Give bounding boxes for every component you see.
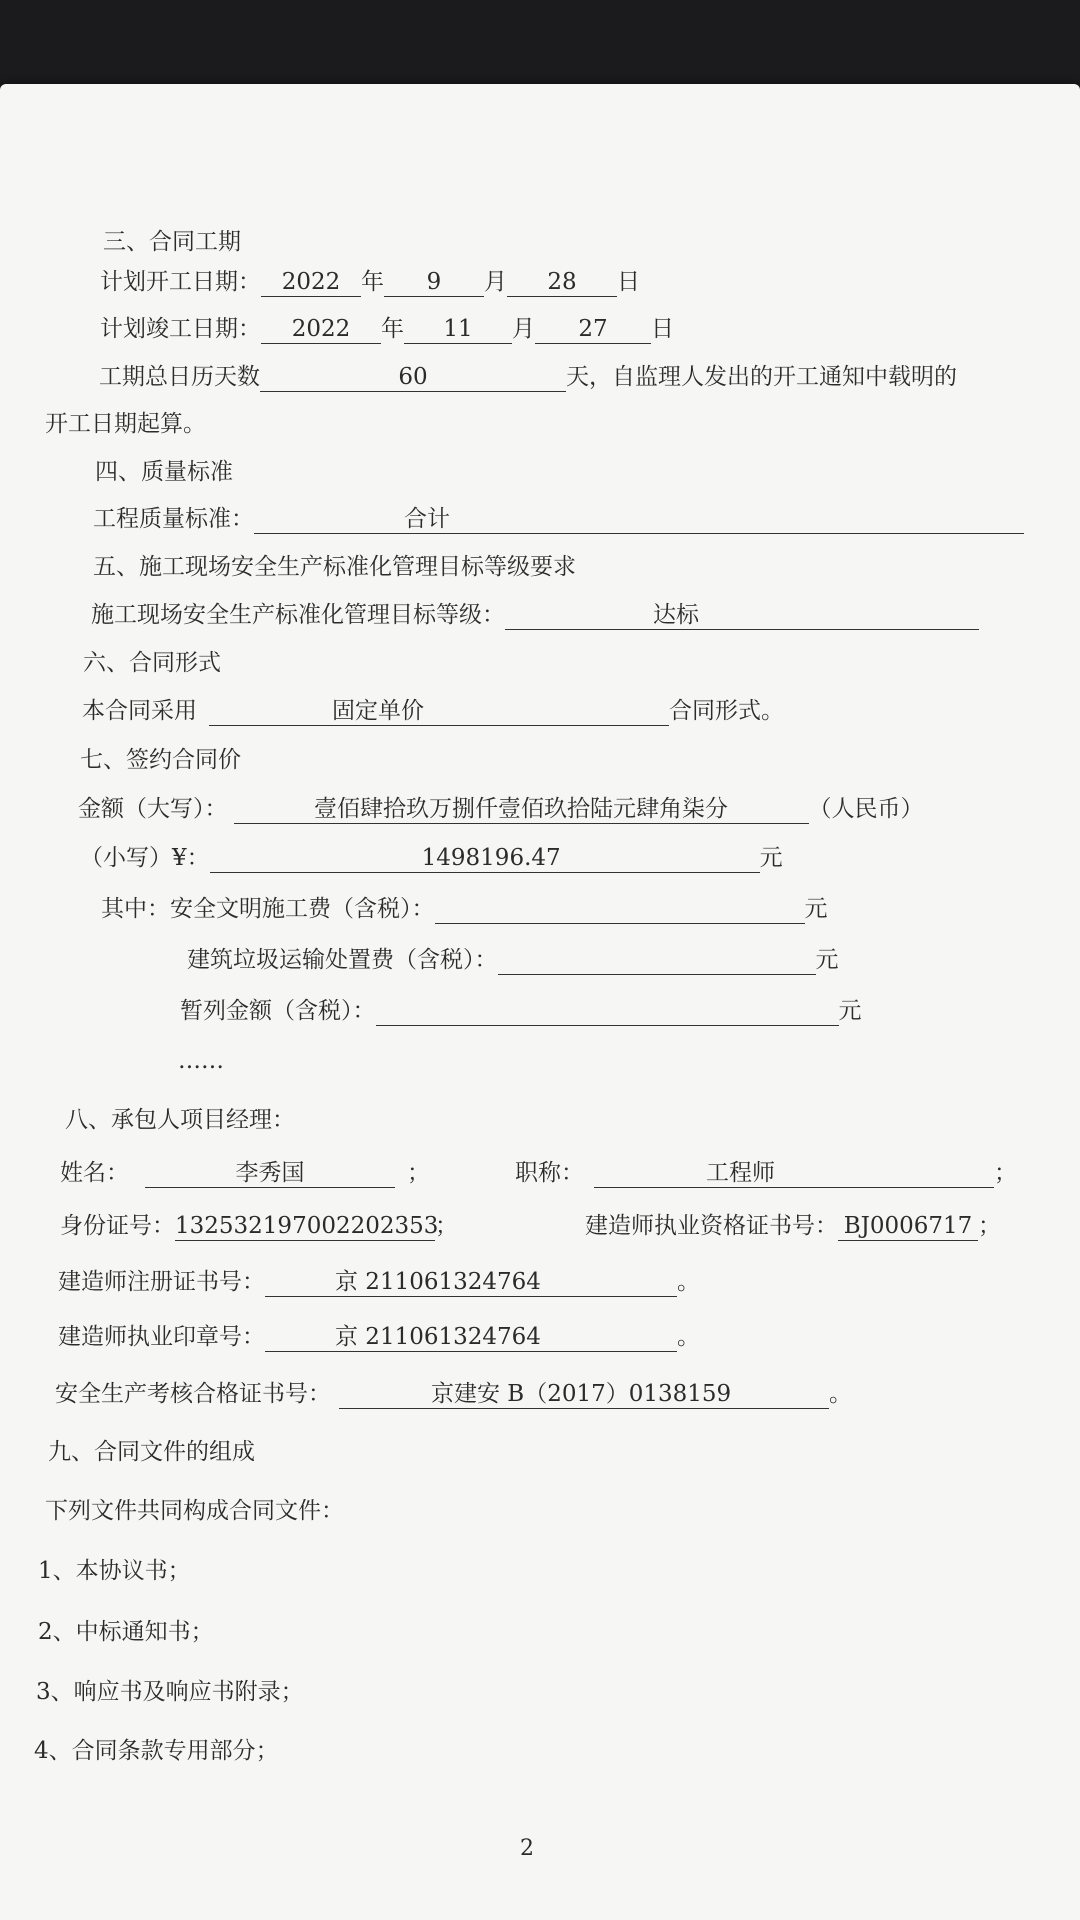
document-item: 1、本协议书； [38,1558,191,1584]
provisional-sum-row [180,996,862,1026]
amount-in-words-value: 壹佰肆拾玖万捌仟壹佰玖拾陆元肆角柒分 [234,795,809,824]
manager-id-value: 132532197002202353 [175,1213,439,1239]
safety-fee-row [101,894,828,924]
section-8-heading: 八、承包人项目经理： [65,1107,295,1133]
safety-fee-label: 其中：安全文明施工费（含税）： [101,896,435,922]
start-year: 2022 [261,268,361,297]
total-days-value: 60 [260,363,566,392]
manager-name-row [60,1158,430,1188]
waste-fee-value [498,946,816,975]
document-item: 3、响应书及响应书附录； [36,1679,304,1705]
amount-in-figures-label: （小写）¥： [80,845,210,871]
safety-level-label: 施工现场安全生产标准化管理目标等级： [91,602,505,628]
page-number: 2 [520,1836,534,1861]
safety-fee-value [435,895,805,924]
section-4-heading: 四、质量标准 [95,459,233,485]
qualification-cert-row [585,1211,1001,1241]
total-days-label: 工期总日历天数 [99,364,260,390]
end-day: 27 [535,315,651,344]
yuan-unit: 元 [759,845,783,871]
manager-title-value: 工程师 [594,1159,994,1188]
yuan-unit: 元 [838,998,862,1024]
document-item: 4、合同条款专用部分； [34,1738,279,1764]
manager-title-label: 职称： [515,1160,584,1186]
registration-cert-label: 建造师注册证书号： [58,1269,265,1295]
manager-title-row [515,1158,1017,1188]
seal-number-row [58,1322,700,1352]
manager-id-row [60,1211,458,1241]
safety-cert-row [55,1379,852,1409]
day-unit: 日 [651,316,674,342]
manager-name-value: 李秀国 [145,1159,395,1188]
amount-in-words-label: 金额（大写）： [78,796,228,822]
planned-end-label: 计划竣工日期： [100,316,261,342]
documents-intro: 下列文件共同构成合同文件： [45,1498,344,1524]
contract-form-value: 固定单价 [209,697,669,726]
ellipsis: …… [178,1048,224,1074]
end-year: 2022 [261,315,381,344]
yuan-unit: 元 [815,947,839,973]
section-3-heading: 三、合同工期 [103,229,241,255]
period: 。 [829,1381,852,1407]
quality-standard-value: 合计 [254,505,1024,534]
safety-cert-value: 京建安 B（2017）0138159 [339,1380,829,1409]
contract-form-label: 本合同采用 [82,698,197,724]
seal-number-value: 京 211061324764 [265,1323,677,1352]
total-days-continuation: 开工日期起算。 [45,411,206,437]
semicolon: ； [407,1160,430,1186]
semicolon: ； [978,1213,1001,1239]
provisional-sum-value [376,997,839,1026]
semicolon: ； [435,1213,458,1239]
planned-start-date-row [100,267,640,297]
start-day: 28 [507,268,617,297]
document-item: 2、中标通知书； [38,1619,214,1645]
day-unit: 日 [617,269,640,295]
qualification-cert-value: BJ0006717 [838,1212,978,1241]
start-month: 9 [384,268,484,297]
section-5-heading: 五、施工现场安全生产标准化管理目标等级要求 [93,554,576,580]
end-month: 11 [404,315,512,344]
safety-level-row [91,600,979,630]
registration-cert-value: 京 211061324764 [265,1268,677,1297]
contract-form-row [82,696,784,726]
amount-in-words-row [78,794,924,824]
section-9-heading: 九、合同文件的组成 [48,1439,255,1465]
month-unit: 月 [512,316,535,342]
safety-level-value: 达标 [505,601,979,630]
month-unit: 月 [484,269,507,295]
manager-id-label: 身份证号： [60,1213,175,1239]
waste-fee-row [187,945,839,975]
seal-number-label: 建造师执业印章号： [58,1324,265,1350]
amount-in-figures-row [80,843,783,873]
year-unit: 年 [361,269,384,295]
qualification-cert-label: 建造师执业资格证书号： [585,1213,838,1239]
yuan-unit: 元 [804,896,828,922]
total-days-suffix: 天，自监理人发出的开工通知中载明的 [566,364,957,390]
amount-in-figures-value: 1498196.47 [210,844,760,873]
quality-standard-row [93,504,1024,534]
year-unit: 年 [381,316,404,342]
semicolon: ； [994,1160,1017,1186]
manager-name-label: 姓名： [60,1160,129,1186]
planned-start-label: 计划开工日期： [100,269,261,295]
total-days-row [99,362,957,392]
planned-end-date-row [100,314,674,344]
safety-cert-label: 安全生产考核合格证书号： [55,1381,331,1407]
section-7-heading: 七、签约合同价 [80,747,241,773]
registration-cert-row [58,1267,700,1297]
section-6-heading: 六、合同形式 [83,650,221,676]
quality-standard-label: 工程质量标准： [93,506,254,532]
period: 。 [677,1269,700,1295]
currency-note: （人民币） [808,796,924,822]
contract-form-suffix: 合同形式。 [669,698,784,724]
provisional-sum-label: 暂列金额（含税）： [180,998,376,1024]
waste-fee-label: 建筑垃圾运输处置费（含税）： [187,947,498,973]
period: 。 [677,1324,700,1350]
